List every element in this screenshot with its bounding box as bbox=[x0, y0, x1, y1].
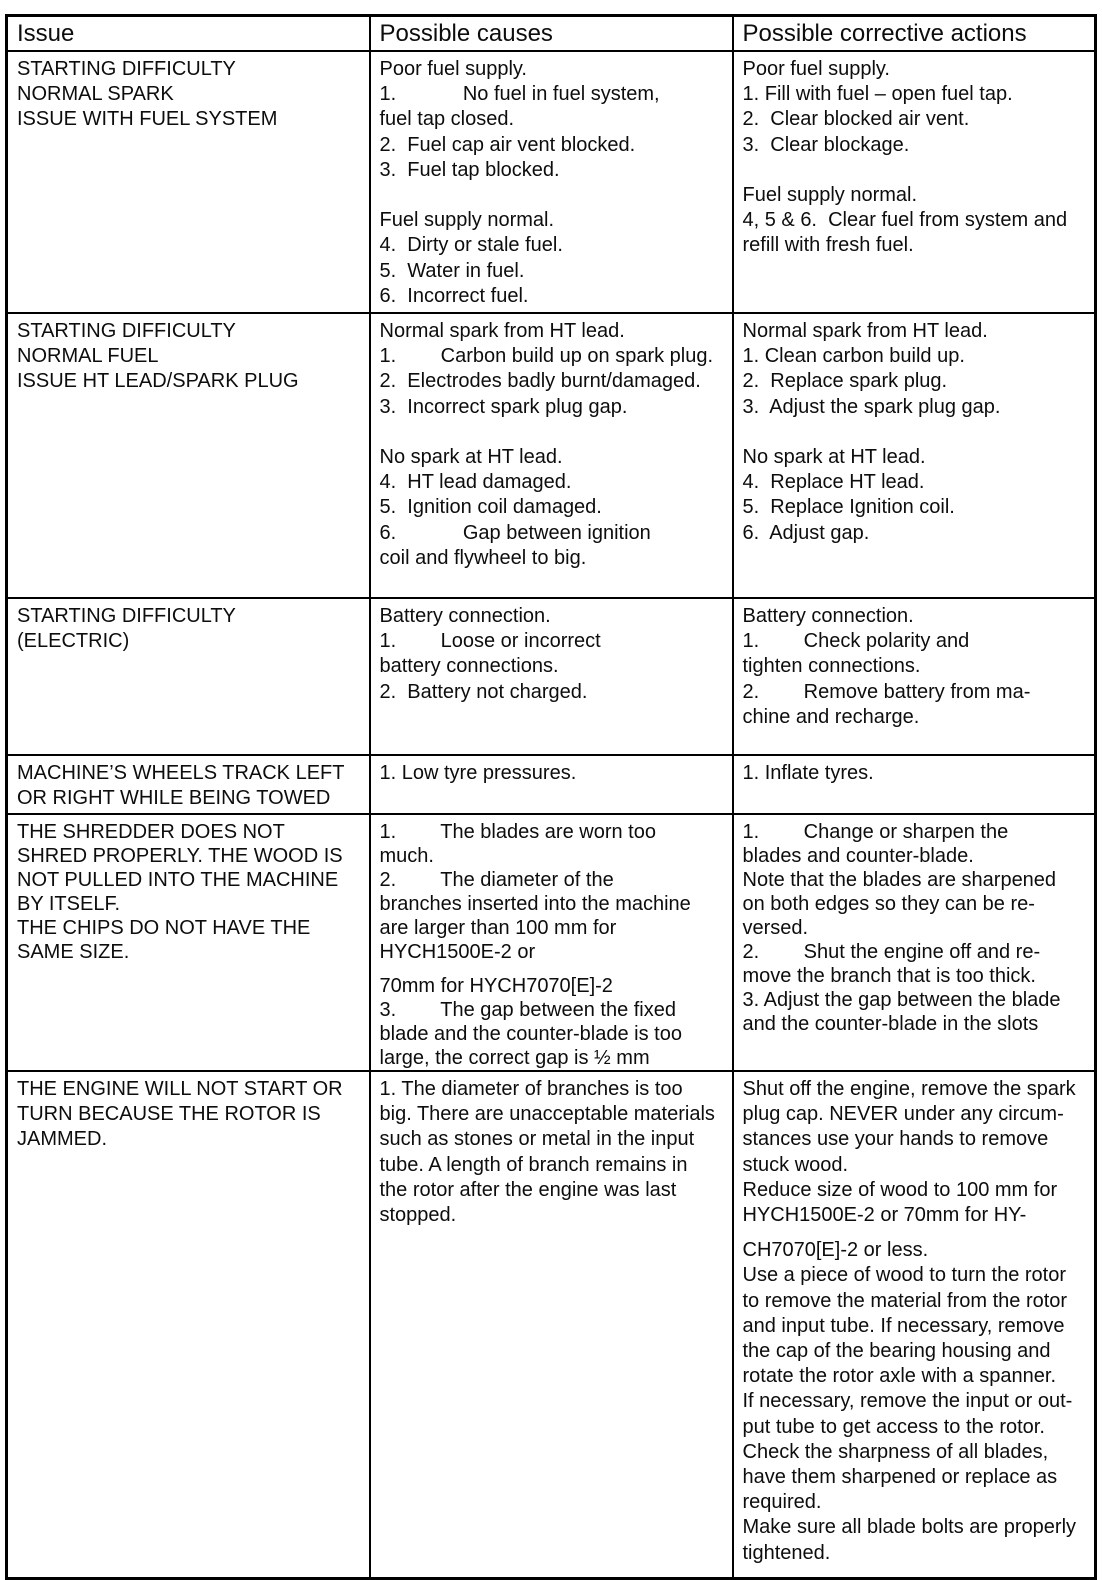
causes-cell bbox=[370, 1071, 733, 1579]
text-line: THE SHREDDER DOES NOT bbox=[17, 821, 285, 843]
text-line bbox=[743, 158, 1090, 183]
text-line: much. bbox=[379, 845, 434, 867]
text-line: 4. Replace HT lead. bbox=[742, 471, 925, 494]
text-line: 1. The diameter of branches is too bbox=[379, 1078, 683, 1100]
table-row bbox=[7, 313, 1096, 598]
text-line: 1. Fill with fuel – open fuel tap. bbox=[742, 83, 1013, 106]
text-line: 5. Water in fuel. bbox=[379, 259, 525, 282]
text-line: 1. Loose or incorrect bbox=[379, 630, 601, 653]
causes-cell bbox=[370, 51, 733, 313]
causes-cell bbox=[370, 598, 733, 755]
table-body bbox=[7, 51, 1096, 1579]
text-line: JAMMED. bbox=[17, 1128, 107, 1151]
text-line: 3. Clear blockage. bbox=[742, 133, 910, 156]
actions-cell bbox=[733, 51, 1096, 313]
troubleshooting-table-wrapper bbox=[5, 14, 1097, 1580]
text-line: SHRED PROPERLY. THE WOOD IS bbox=[17, 845, 343, 867]
text-line: NORMAL SPARK bbox=[17, 83, 174, 106]
text-line: Normal spark from HT lead. bbox=[379, 320, 625, 342]
text-line: STARTING DIFFICULTY bbox=[17, 605, 236, 627]
text-line: 2. The diameter of the bbox=[379, 869, 614, 891]
table-row bbox=[7, 598, 1096, 755]
text-line: on both edges so they can be re- bbox=[742, 893, 1035, 915]
column-header-actions: Possible corrective actions bbox=[733, 16, 1096, 52]
text-line: large, the correct gap is ½ mm bbox=[379, 1047, 650, 1069]
text-line: 1. Inflate tyres. bbox=[742, 762, 874, 784]
text-line: 2. Remove battery from ma- bbox=[742, 680, 1031, 703]
text-line: and the counter-blade in the slots bbox=[742, 1013, 1039, 1035]
issue-cell bbox=[7, 1071, 370, 1579]
text-line: 5. Ignition coil damaged. bbox=[379, 496, 602, 519]
text-line: CH7070[E]-2 or less. bbox=[742, 1239, 929, 1262]
table-row bbox=[7, 1071, 1096, 1579]
text-line: chine and recharge. bbox=[742, 705, 920, 728]
text-line: coil and flywheel to big. bbox=[379, 546, 587, 569]
text-line: Normal spark from HT lead. bbox=[742, 320, 988, 342]
text-line: Battery connection. bbox=[742, 605, 914, 627]
text-line: Check the sharpness of all blades, bbox=[742, 1440, 1049, 1463]
text-line: Use a piece of wood to turn the rotor bbox=[742, 1264, 1067, 1287]
text-line: HYCH1500E-2 or bbox=[379, 941, 536, 963]
text-line: 1. No fuel in fuel system, bbox=[379, 83, 660, 106]
text-line: and input tube. If necessary, remove bbox=[742, 1314, 1065, 1337]
actions-cell bbox=[733, 814, 1096, 1071]
text-line: such as stones or metal in the input bbox=[379, 1128, 695, 1151]
text-line: refill with fresh fuel. bbox=[742, 234, 914, 257]
text-line: HYCH1500E-2 or 70mm for HY- bbox=[742, 1204, 1027, 1227]
text-line: 2. Electrodes badly burnt/damaged. bbox=[379, 370, 701, 393]
table-row bbox=[7, 814, 1096, 1071]
table-row bbox=[7, 755, 1096, 814]
header-row bbox=[7, 16, 1096, 52]
text-line: required. bbox=[742, 1491, 822, 1514]
text-line: ISSUE WITH FUEL SYSTEM bbox=[17, 108, 278, 131]
text-line: have them sharpened or replace as bbox=[742, 1466, 1058, 1489]
text-line bbox=[743, 420, 1090, 445]
text-line: battery connections. bbox=[379, 655, 559, 678]
column-header-causes: Possible causes bbox=[370, 16, 733, 52]
text-line: MACHINE’S WHEELS TRACK LEFT bbox=[17, 762, 345, 784]
actions-cell bbox=[733, 1071, 1096, 1579]
text-line: 1. Carbon build up on spark plug. bbox=[379, 345, 714, 368]
text-line: the rotor after the engine was last bbox=[379, 1178, 677, 1201]
text-line: OR RIGHT WHILE BEING TOWED bbox=[17, 787, 331, 810]
text-line: TURN BECAUSE THE ROTOR IS bbox=[17, 1103, 321, 1126]
text-line: 1. Low tyre pressures. bbox=[379, 762, 577, 784]
text-line: 2. Shut the engine off and re- bbox=[742, 941, 1041, 963]
text-line: the cap of the bearing housing and bbox=[742, 1340, 1051, 1363]
issue-cell bbox=[7, 51, 370, 313]
text-line: 3. The gap between the fixed bbox=[379, 999, 676, 1021]
text-line: Poor fuel supply. bbox=[379, 58, 527, 80]
text-line: (ELECTRIC) bbox=[17, 630, 130, 653]
text-line: 3. Fuel tap blocked. bbox=[379, 158, 560, 181]
causes-cell bbox=[370, 313, 733, 598]
text-line: 1. The blades are worn too bbox=[379, 821, 656, 843]
text-line: rotate the rotor axle with a spanner. bbox=[742, 1365, 1057, 1388]
text-line bbox=[380, 420, 727, 445]
text-line: Reduce size of wood to 100 mm for bbox=[742, 1178, 1058, 1201]
text-line: No spark at HT lead. bbox=[379, 446, 563, 469]
text-line: BY ITSELF. bbox=[17, 893, 121, 915]
text-line: Battery connection. bbox=[379, 605, 551, 627]
text-line: big. There are unacceptable materials bbox=[379, 1103, 715, 1126]
text-line: tighten connections. bbox=[742, 655, 921, 678]
table-header bbox=[7, 16, 1096, 52]
text-line: move the branch that is too thick. bbox=[742, 965, 1036, 987]
text-line: Make sure all blade bolts are properly bbox=[742, 1516, 1077, 1539]
text-line: Poor fuel supply. bbox=[742, 58, 890, 80]
text-line: branches inserted into the machine bbox=[379, 893, 691, 915]
text-line: 1. Clean carbon build up. bbox=[742, 345, 965, 368]
text-line: tube. A length of branch remains in bbox=[379, 1153, 688, 1176]
text-line: 5. Replace Ignition coil. bbox=[742, 496, 955, 519]
text-line: NOT PULLED INTO THE MACHINE bbox=[17, 869, 339, 891]
text-line: 3. Incorrect spark plug gap. bbox=[379, 395, 628, 418]
text-line: 2. Fuel cap air vent blocked. bbox=[379, 133, 636, 156]
issue-cell bbox=[7, 755, 370, 814]
issue-cell bbox=[7, 313, 370, 598]
causes-cell bbox=[370, 755, 733, 814]
text-line bbox=[380, 183, 727, 208]
actions-cell bbox=[733, 598, 1096, 755]
text-line: 2. Battery not charged. bbox=[379, 680, 588, 703]
text-line: ISSUE HT LEAD/SPARK PLUG bbox=[17, 370, 299, 393]
text-line: to remove the material from the rotor bbox=[742, 1289, 1068, 1312]
text-line: 4. HT lead damaged. bbox=[379, 471, 572, 494]
column-header-issue: Issue bbox=[7, 16, 370, 52]
text-line: stopped. bbox=[379, 1204, 457, 1227]
text-line: 6. Adjust gap. bbox=[742, 521, 870, 544]
text-line: 3. Adjust the spark plug gap. bbox=[742, 395, 1001, 418]
actions-cell bbox=[733, 313, 1096, 598]
causes-cell bbox=[370, 814, 733, 1071]
text-line: stuck wood. bbox=[742, 1153, 849, 1176]
text-line: Note that the blades are sharpened bbox=[742, 869, 1057, 891]
text-line: NORMAL FUEL bbox=[17, 345, 159, 368]
text-line: plug cap. NEVER under any circum- bbox=[742, 1103, 1064, 1126]
text-line: If necessary, remove the input or out- bbox=[742, 1390, 1073, 1413]
text-line: versed. bbox=[742, 917, 809, 939]
issue-cell bbox=[7, 598, 370, 755]
text-line: blade and the counter-blade is too bbox=[379, 1023, 682, 1045]
text-line: Fuel supply normal. bbox=[379, 209, 555, 232]
text-line: THE ENGINE WILL NOT START OR bbox=[17, 1078, 343, 1100]
text-line: stances use your hands to remove bbox=[742, 1128, 1049, 1151]
text-line: 2. Clear blocked air vent. bbox=[742, 108, 970, 131]
text-line: 2. Replace spark plug. bbox=[742, 370, 948, 393]
text-line: are larger than 100 mm for bbox=[379, 917, 617, 939]
text-line: 70mm for HYCH7070[E]-2 bbox=[379, 975, 613, 997]
text-line: STARTING DIFFICULTY bbox=[17, 320, 236, 342]
text-line: put tube to get access to the rotor. bbox=[742, 1415, 1045, 1438]
text-line: Shut off the engine, remove the spark bbox=[742, 1078, 1076, 1100]
text-line: No spark at HT lead. bbox=[742, 446, 926, 469]
actions-cell bbox=[733, 755, 1096, 814]
text-line: Fuel supply normal. bbox=[742, 184, 918, 207]
text-line: blades and counter-blade. bbox=[742, 845, 974, 867]
text-line: 4. Dirty or stale fuel. bbox=[379, 234, 563, 257]
text-line: fuel tap closed. bbox=[379, 108, 515, 131]
table-row bbox=[7, 51, 1096, 313]
text-line: 3. Adjust the gap between the blade bbox=[742, 989, 1061, 1011]
text-line: 1. Change or sharpen the bbox=[742, 821, 1009, 843]
text-line: 1. Check polarity and bbox=[742, 630, 970, 653]
text-line: 4, 5 & 6. Clear fuel from system and bbox=[742, 209, 1068, 232]
text-line: SAME SIZE. bbox=[17, 941, 130, 963]
text-line: tightened. bbox=[742, 1541, 831, 1564]
text-line: 6. Incorrect fuel. bbox=[379, 284, 529, 307]
text-line: THE CHIPS DO NOT HAVE THE bbox=[17, 917, 311, 939]
text-line: STARTING DIFFICULTY bbox=[17, 58, 236, 80]
issue-cell bbox=[7, 814, 370, 1071]
troubleshooting-table bbox=[5, 14, 1097, 1580]
text-line: 6. Gap between ignition bbox=[379, 521, 651, 544]
